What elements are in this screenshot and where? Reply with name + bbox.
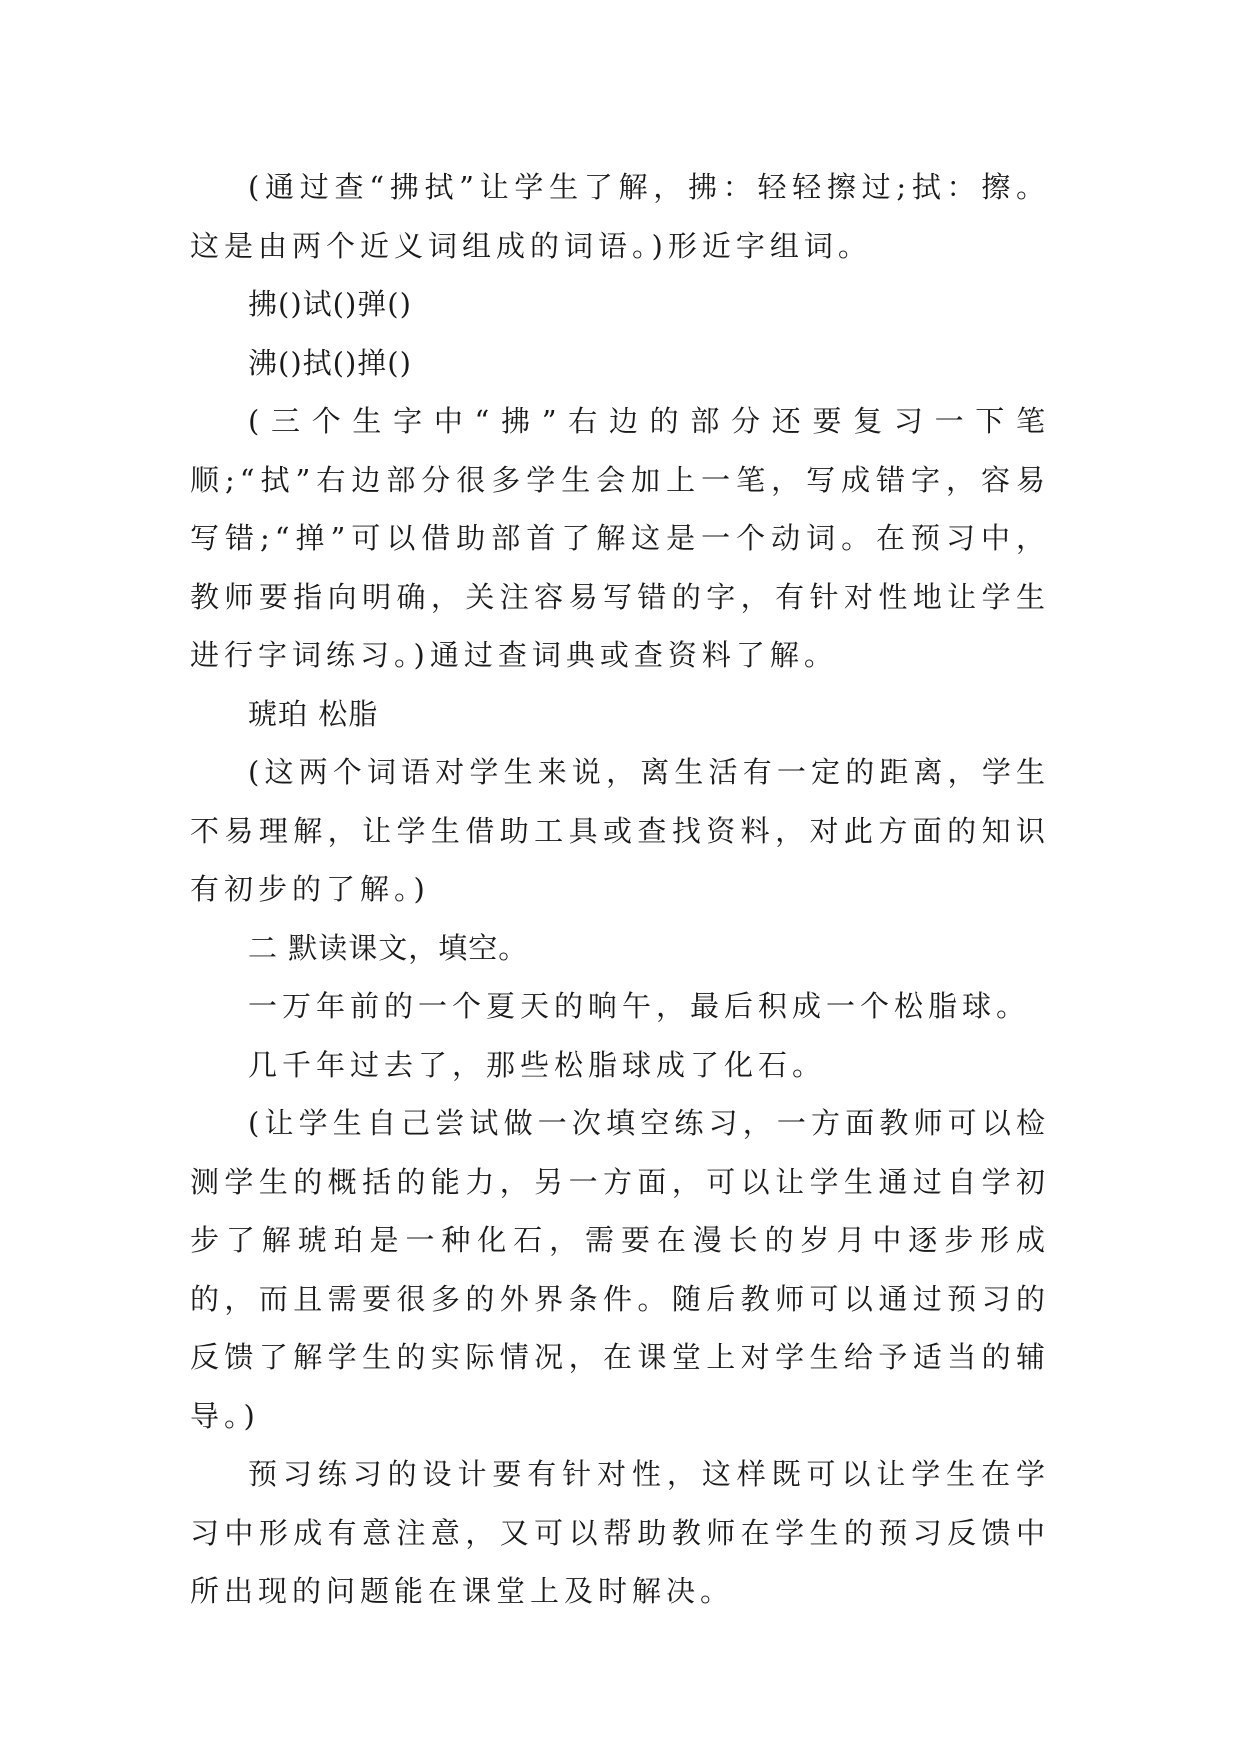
paragraph-vocabulary: 琥珀 松脂 xyxy=(248,696,379,731)
paragraph-fill-blank-2: 几千年过去了，那些松脂球成了化石。 xyxy=(248,1047,827,1082)
paragraph-fill-blank-notes: (让学生自己尝试做一次填空练习，一方面教师可以检测学生的概括的能力，另一方面，可以让学生通过自学初步了解琥珀是一种化石，需要在漫长的岁月中逐步形成的，而且需要很多的外界条件。随后教师可以通过预习的反馈了解学生的实际情况，在课堂上对学生给予适当的辅导。) xyxy=(190,1106,1050,1433)
paragraph-vocabulary-notes: (这两个词语对学生来说，离生活有一定的距离，学生不易理解，让学生借助工具或查找资料，对此方面的知识有初步的了解。) xyxy=(190,755,1050,906)
paragraph-fill-blank-1: 一万年前的一个夏天的晌午，最后积成一个松脂球。 xyxy=(248,989,1031,1023)
paragraph-word-group-2: 沸()拭()掸() xyxy=(248,345,412,380)
paragraph-lookup-fushi: (通过查“拂拭”让学生了解，拂：轻轻擦过;拭：擦。这是由两个近义词组成的词语。)形近字组词。 xyxy=(190,170,1050,263)
document-page xyxy=(190,158,1050,1621)
paragraph-conclusion: 预习练习的设计要有针对性，这样既可以让学生在学习中形成有意注意，又可以帮助教师在学生的预习反馈中所出现的问题能在课堂上及时解决。 xyxy=(190,1457,1050,1608)
paragraph-word-group-1: 拂()试()弹() xyxy=(248,287,412,321)
section-heading-two: 二 默读课文，填空。 xyxy=(248,930,529,965)
paragraph-stroke-notes: (三个生字中“拂”右边的部分还要复习一下笔顺;“拭”右边部分很多学生会加上一笔，写成错字，容易写错;“掸”可以借助部首了解这是一个动词。在预习中，教师要指向明确，关注容易写错的字，有针对性地让学生进行字词练习。)通过查词典或查资料了解。 xyxy=(190,404,1050,672)
